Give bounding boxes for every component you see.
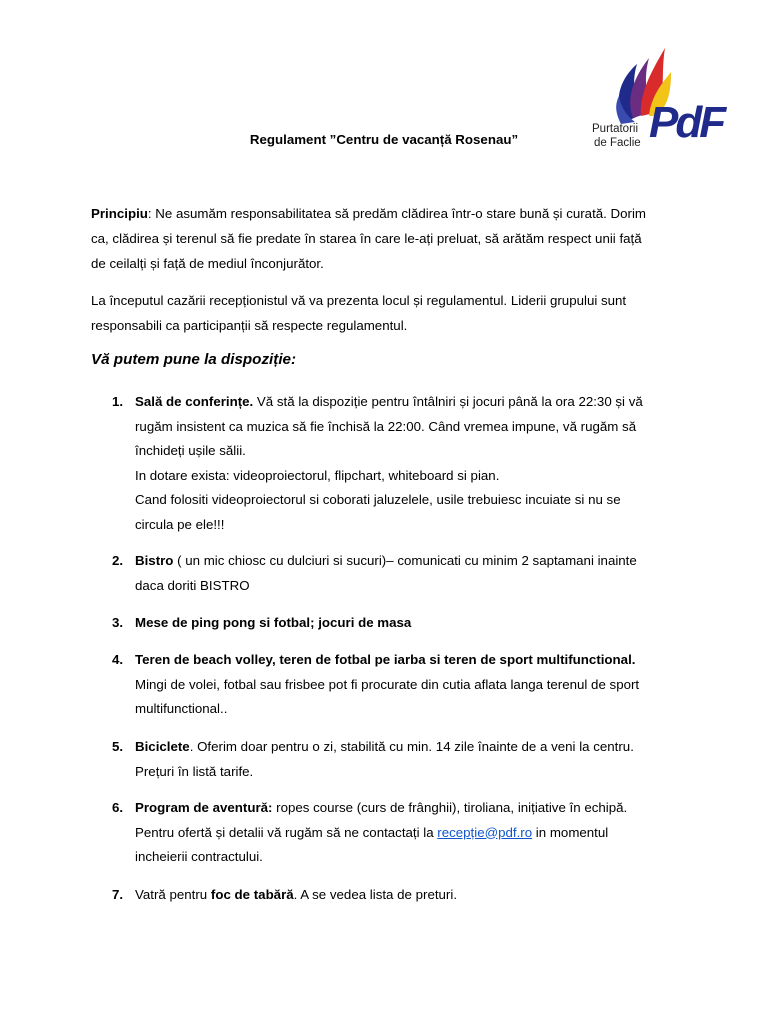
list-item-number: 6. xyxy=(112,800,124,815)
list-item-number: 4. xyxy=(112,652,124,667)
list-item-text: in momentul xyxy=(532,824,609,840)
list-item-text: In dotare exista: videoproiectorul, flipchart, whiteboard si pian. xyxy=(135,467,500,483)
list-item-title: Teren de beach volley, teren de fotbal pe iarba si teren de sport multifunctional. xyxy=(135,652,636,667)
list-item-text: închideți ușile sălii. xyxy=(135,443,246,458)
list-item-text: Mingi de volei, fotbal sau frisbee pot fi procurate din cutia aflata langa terenul de sport xyxy=(135,676,640,692)
list-item-title: Sală de conferințe. xyxy=(135,394,254,409)
section-heading: Vă putem pune la dispoziție: xyxy=(91,351,297,368)
logo-text-line2: de Faclie xyxy=(594,137,641,149)
list-item-text: Vă stă la dispoziție pentru întâlniri și jocuri până la ora 22:30 și vă xyxy=(253,394,643,409)
list-item-text: . Oferim doar pentru o zi, stabilită cu min. 14 zile înainte de a veni la centru. xyxy=(189,739,634,754)
list-item-text: circula pe ele!!! xyxy=(135,516,225,532)
principiu-line-3: de ceilalți și față de mediul înconjurător. xyxy=(91,256,324,271)
list-item-text: Prețuri în listă tarife. xyxy=(135,763,254,779)
intro-line-1: La începutul cazării recepționistul vă va prezenta locul și regulamentul. Liderii grupului sunt xyxy=(91,293,627,308)
email-link[interactable]: recepție@pdf.ro xyxy=(437,824,533,840)
list-item-text: Cand folositi videoproiectorul si coborati jaluzelele, usile trebuiesc incuiate si nu se xyxy=(135,492,621,507)
list-item-title: Mese de ping pong si fotbal; jocuri de masa xyxy=(135,615,412,630)
list-item-text: daca doriti BISTRO xyxy=(135,577,250,593)
list-item-text: . A se vedea lista de preturi. xyxy=(293,887,458,902)
list-item-number: 1. xyxy=(112,394,124,409)
list-item-title: Biciclete xyxy=(135,739,190,754)
principiu-line-2: ca, clădirea și terenul să fie predate în starea în care le-ați preluat, să arătăm respect unii față xyxy=(91,231,642,246)
list-item-text: multifunctional.. xyxy=(135,701,228,716)
logo-text-line1: Purtatorii xyxy=(592,123,639,135)
list-item-title: Bistro xyxy=(135,553,174,568)
list-item-text: incheierii contractului. xyxy=(135,849,263,864)
list-item-text: rugăm insistent ca muzica să fie închisă la 22:00. Când vremea impune, vă rugăm să xyxy=(135,418,637,434)
intro-paragraph xyxy=(91,288,691,338)
list-item-text: ropes course (curs de frânghii), tiroliana, inițiative în echipă. xyxy=(272,800,628,815)
list-item-number: 5. xyxy=(112,739,124,754)
list-item-text: ( un mic chiosc cu dulciuri si sucuri)– comunicati cu minim 2 saptamani inainte xyxy=(173,553,637,568)
list-item-title: Program de aventură: xyxy=(135,800,273,815)
principiu-paragraph xyxy=(91,201,691,276)
page-title: Regulament ”Centru de vacanță Rosenau” xyxy=(249,132,519,147)
list-item-number: 3. xyxy=(112,615,124,630)
logo-mark: PdF xyxy=(649,98,724,147)
list-item-text: Vatră pentru xyxy=(135,887,211,902)
list-item-text: Pentru ofertă și detalii vă rugăm să ne contactați la xyxy=(135,824,438,840)
intro-line-2: responsabili ca participanții să respecte regulamentul. xyxy=(91,318,408,333)
list-item-number: 7. xyxy=(112,887,124,902)
list-item-title: foc de tabără xyxy=(210,887,294,902)
principiu-label: Principiu xyxy=(91,206,148,221)
principiu-line-1: : Ne asumăm responsabilitatea să predăm clădirea într-o stare bună și curată. Dorim xyxy=(147,206,647,221)
list-item-number: 2. xyxy=(112,553,124,568)
